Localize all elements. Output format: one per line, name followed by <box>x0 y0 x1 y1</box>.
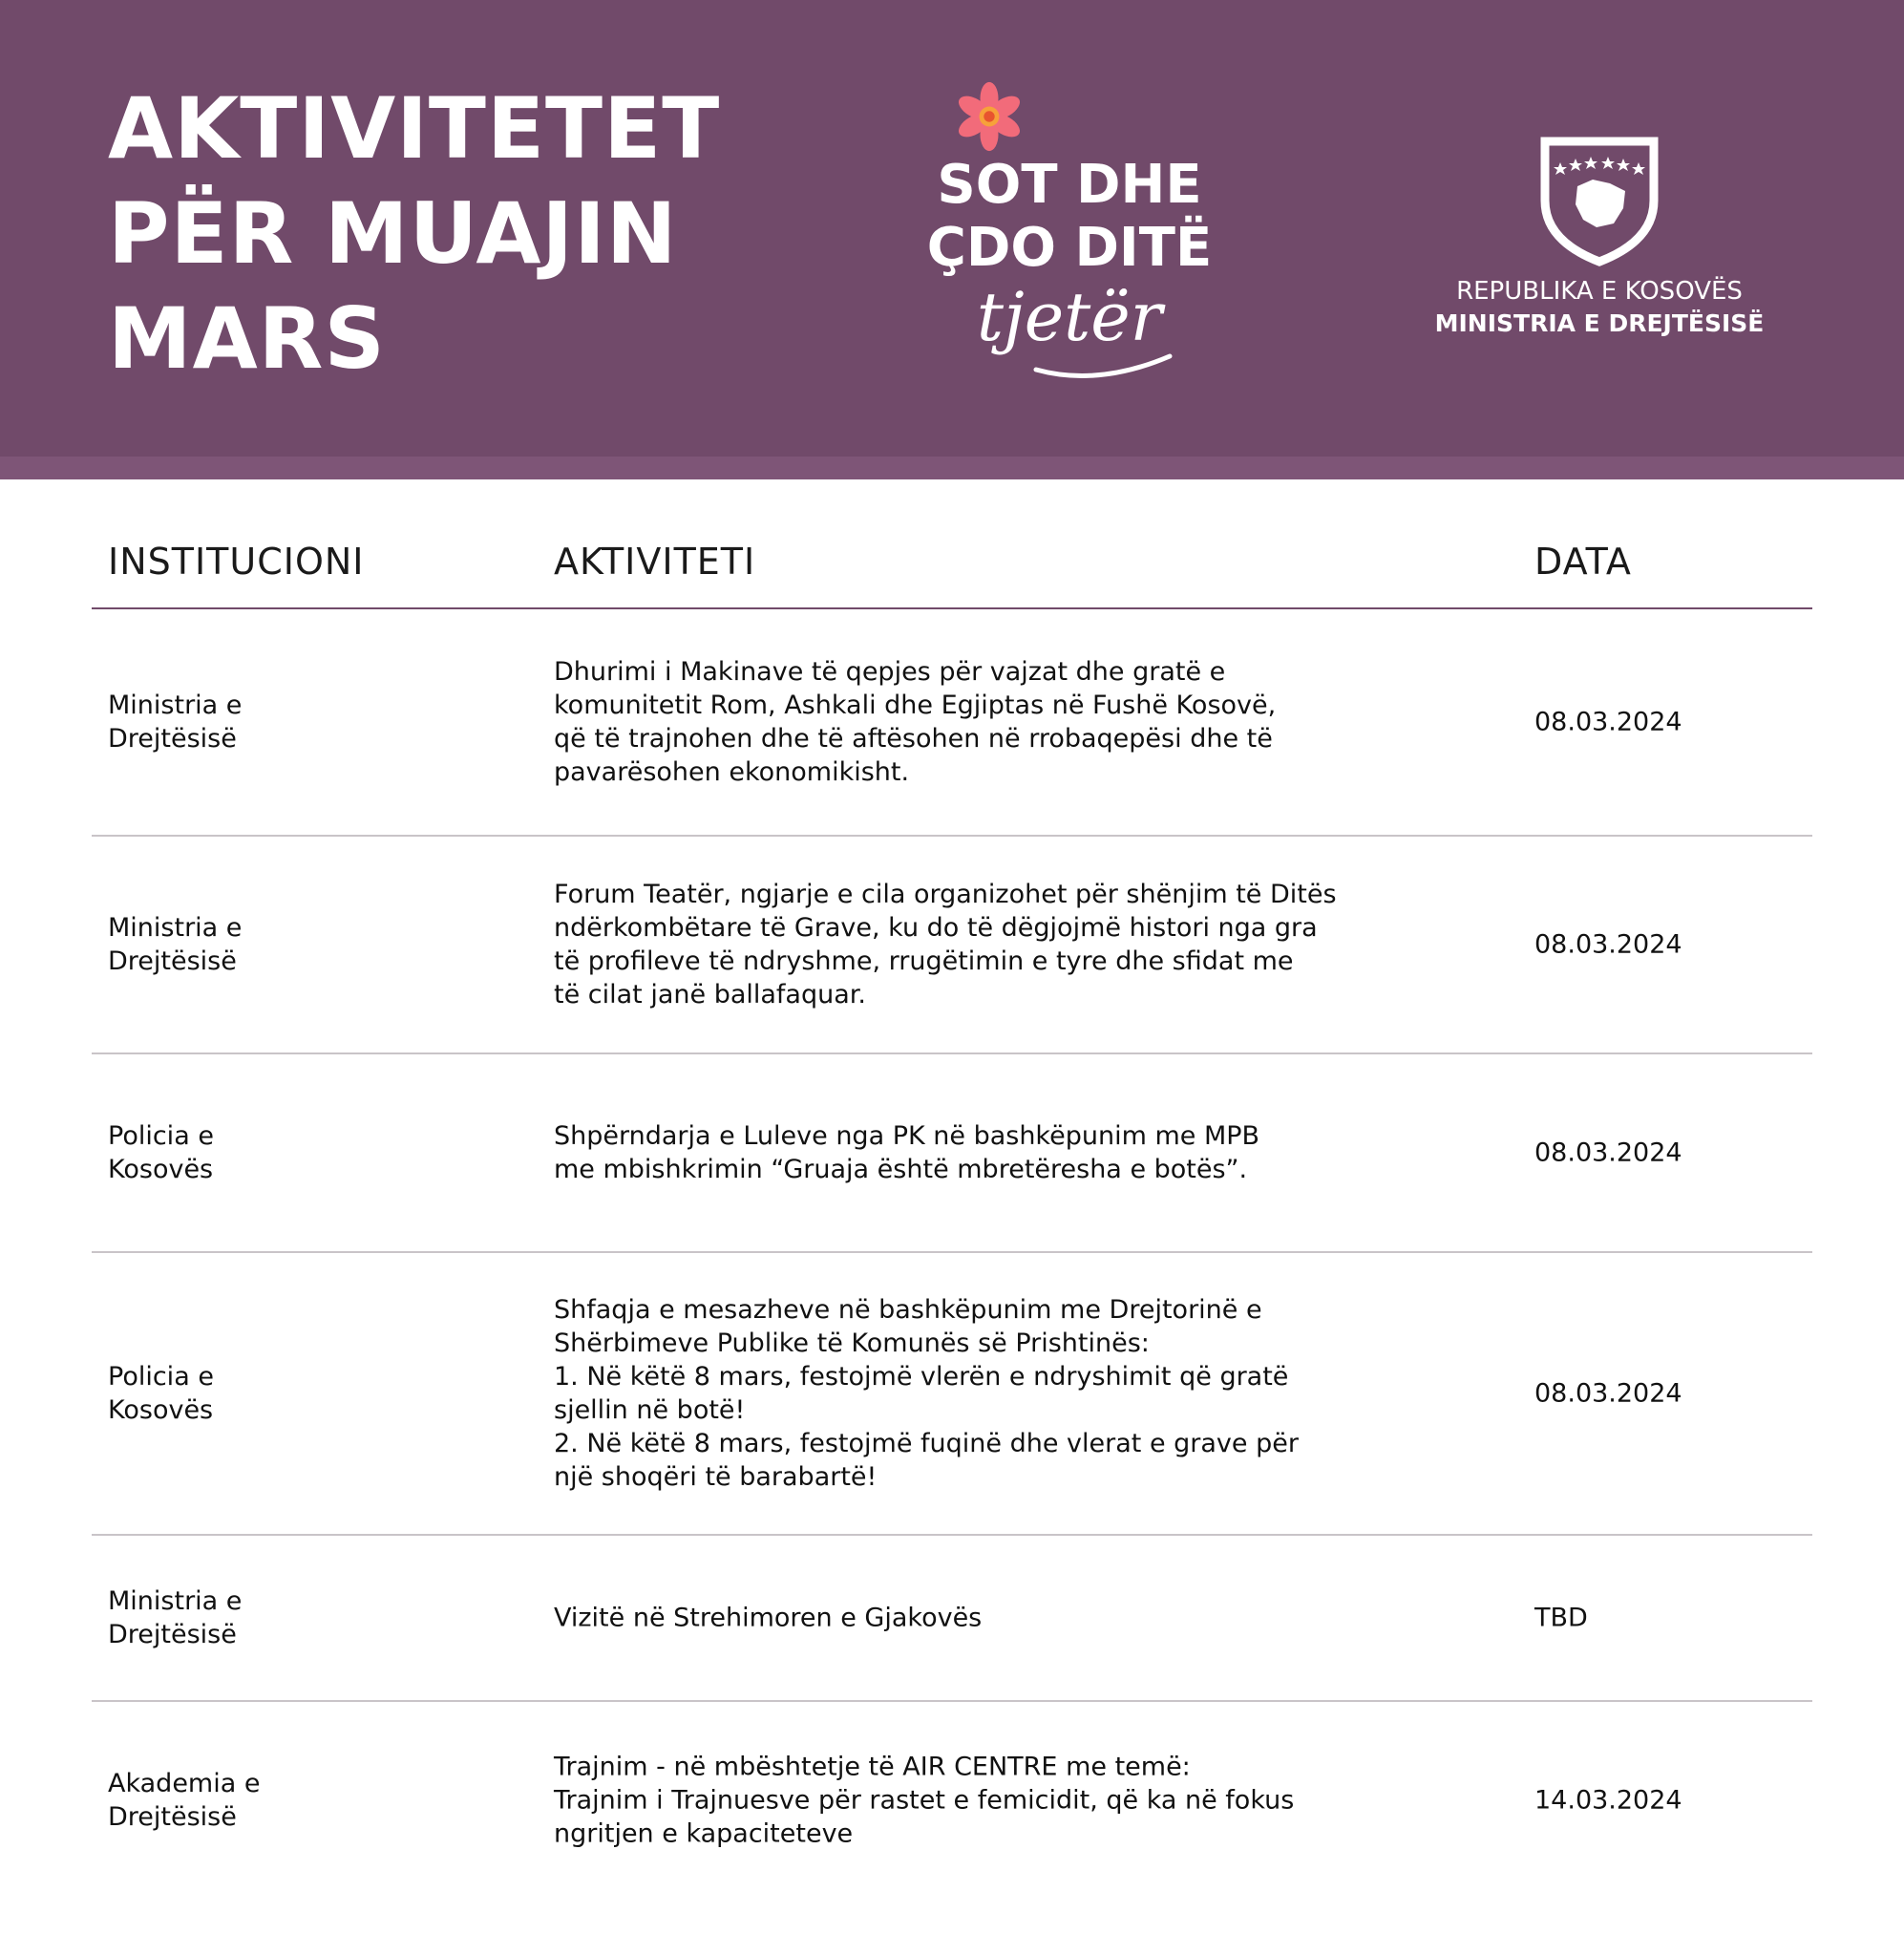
header-strip <box>0 457 1904 479</box>
row-activity: Shfaqja e mesazheve në bashkëpunim me Drejtorinë e Shërbimeve Publike të Komunës së Prishtinës: 1. Në këtë 8 mars, festojmë vlerën e ndryshimit që gratë sjellin në botë! 2. Në këtë 8 mars, festojmë fuqinë dhe vlerat e grave për një shoqëri të barabartë! <box>554 1295 1299 1492</box>
title-line-3: MARS <box>108 289 386 388</box>
table-row <box>0 1253 1904 1534</box>
row-institution: Policia e Kosovës <box>108 1362 214 1425</box>
emblem-republic-label: REPUBLIKA E KOSOVËS <box>1456 277 1743 306</box>
row-activity: Dhurimi i Makinave të qepjes për vajzat dhe gratë e komunitetit Rom, Ashkali dhe Egjiptas në Fushë Kosovë, që të trajnohen dhe të aftësohen në rrobaqepësi dhe të pavarësohen ekonomikisht. <box>554 657 1277 787</box>
kosovo-coat-of-arms-icon <box>1537 134 1661 267</box>
row-date: 08.03.2024 <box>1534 1137 1682 1168</box>
row-date: 08.03.2024 <box>1534 929 1682 960</box>
table-row <box>0 609 1904 835</box>
row-institution: Ministria e Drejtësisë <box>108 691 243 754</box>
table-row <box>0 837 1904 1052</box>
flower-icon <box>953 80 1026 153</box>
campaign-logo <box>898 76 1241 392</box>
slogan-line-3: tjetër <box>976 278 1163 356</box>
row-institution: Akademia e Drejtësisë <box>108 1769 261 1832</box>
table-row <box>0 1702 1904 1899</box>
column-header-activity: AKTIVITETI <box>554 541 756 583</box>
row-date: 14.03.2024 <box>1534 1785 1682 1816</box>
row-date: 08.03.2024 <box>1534 1378 1682 1409</box>
row-activity: Trajnim - në mbështetje të AIR CENTRE me temë: Trajnim i Trajnuesve për rastet e femicidit, që ka në fokus ngritjen e kapaciteteve <box>554 1752 1295 1849</box>
smile-swoosh-icon <box>1031 349 1174 387</box>
title-line-2: PËR MUAJIN <box>108 184 678 283</box>
row-activity: Forum Teatër, ngjarje e cila organizohet për shënjim të Ditës ndërkombëtare të Grave, ku do të dëgjojmë histori nga gra të profileve të ndryshme, rrugëtimin e tyre dhe sfidat me të cilat janë ballafaquar. <box>554 880 1337 1010</box>
row-date: 08.03.2024 <box>1534 707 1682 737</box>
title-line-1: AKTIVITETET <box>108 79 721 178</box>
row-institution: Ministria e Drejtësisë <box>108 1586 243 1649</box>
ministry-emblem <box>1432 124 1766 353</box>
row-institution: Ministria e Drejtësisë <box>108 913 243 976</box>
table-row <box>0 1536 1904 1700</box>
slogan-line-1: SOT DHE <box>937 154 1202 216</box>
row-activity: Shpërndarja e Luleve nga PK në bashkëpunim me MPB me mbishkrimin “Gruaja është mbretëresha e botës”. <box>554 1121 1260 1184</box>
column-header-date: DATA <box>1534 541 1632 583</box>
table-row <box>0 1054 1904 1251</box>
row-activity: Vizitë në Strehimoren e Gjakovës <box>554 1603 983 1633</box>
emblem-ministry-label: MINISTRIA E DREJTËSISË <box>1434 309 1765 337</box>
row-date: TBD <box>1534 1603 1588 1633</box>
page-title <box>108 76 720 392</box>
slogan-line-2: ÇDO DITË <box>926 217 1213 279</box>
column-header-institution: INSTITUCIONI <box>108 541 365 583</box>
row-institution: Policia e Kosovës <box>108 1121 214 1184</box>
